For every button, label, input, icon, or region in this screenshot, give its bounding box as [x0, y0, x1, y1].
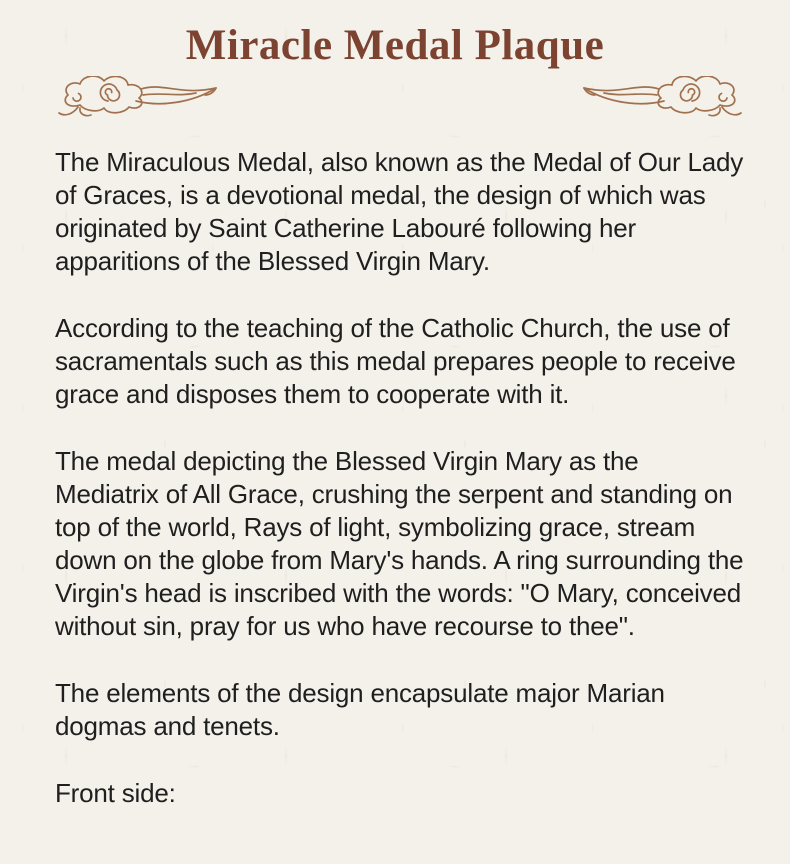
cloud-flourish-right-icon	[582, 76, 742, 118]
description-text	[0, 146, 790, 810]
ornament-row	[0, 76, 790, 120]
paragraph: Front side:	[55, 778, 176, 808]
paragraph: According to the teaching of the Catholic Church, the use of sacramentals such as this medal prepares people to receive grace and disposes them to cooperate with it.	[55, 313, 736, 409]
cloud-flourish-left-icon	[58, 76, 218, 118]
paragraph: The medal depicting the Blessed Virgin Mary as the Mediatrix of All Grace, crushing the serpent and standing on top of the world, Rays of light, symbolizing grace, stream down on the globe from Mary's hands. A ring surrounding the Virgin's head is inscribed with the words: "O Mary, conceived without sin, pray for us who have recourse to thee".	[55, 446, 744, 641]
paragraph: The elements of the design encapsulate major Marian dogmas and tenets.	[55, 678, 665, 741]
page-title: Miracle Medal Plaque	[185, 22, 605, 69]
paragraph: The Miraculous Medal, also known as the Medal of Our Lady of Graces, is a devotional medal, the design of which was originated by Saint Catherine Labouré following her apparitions of the Blessed Virgin Mary.	[55, 147, 744, 276]
